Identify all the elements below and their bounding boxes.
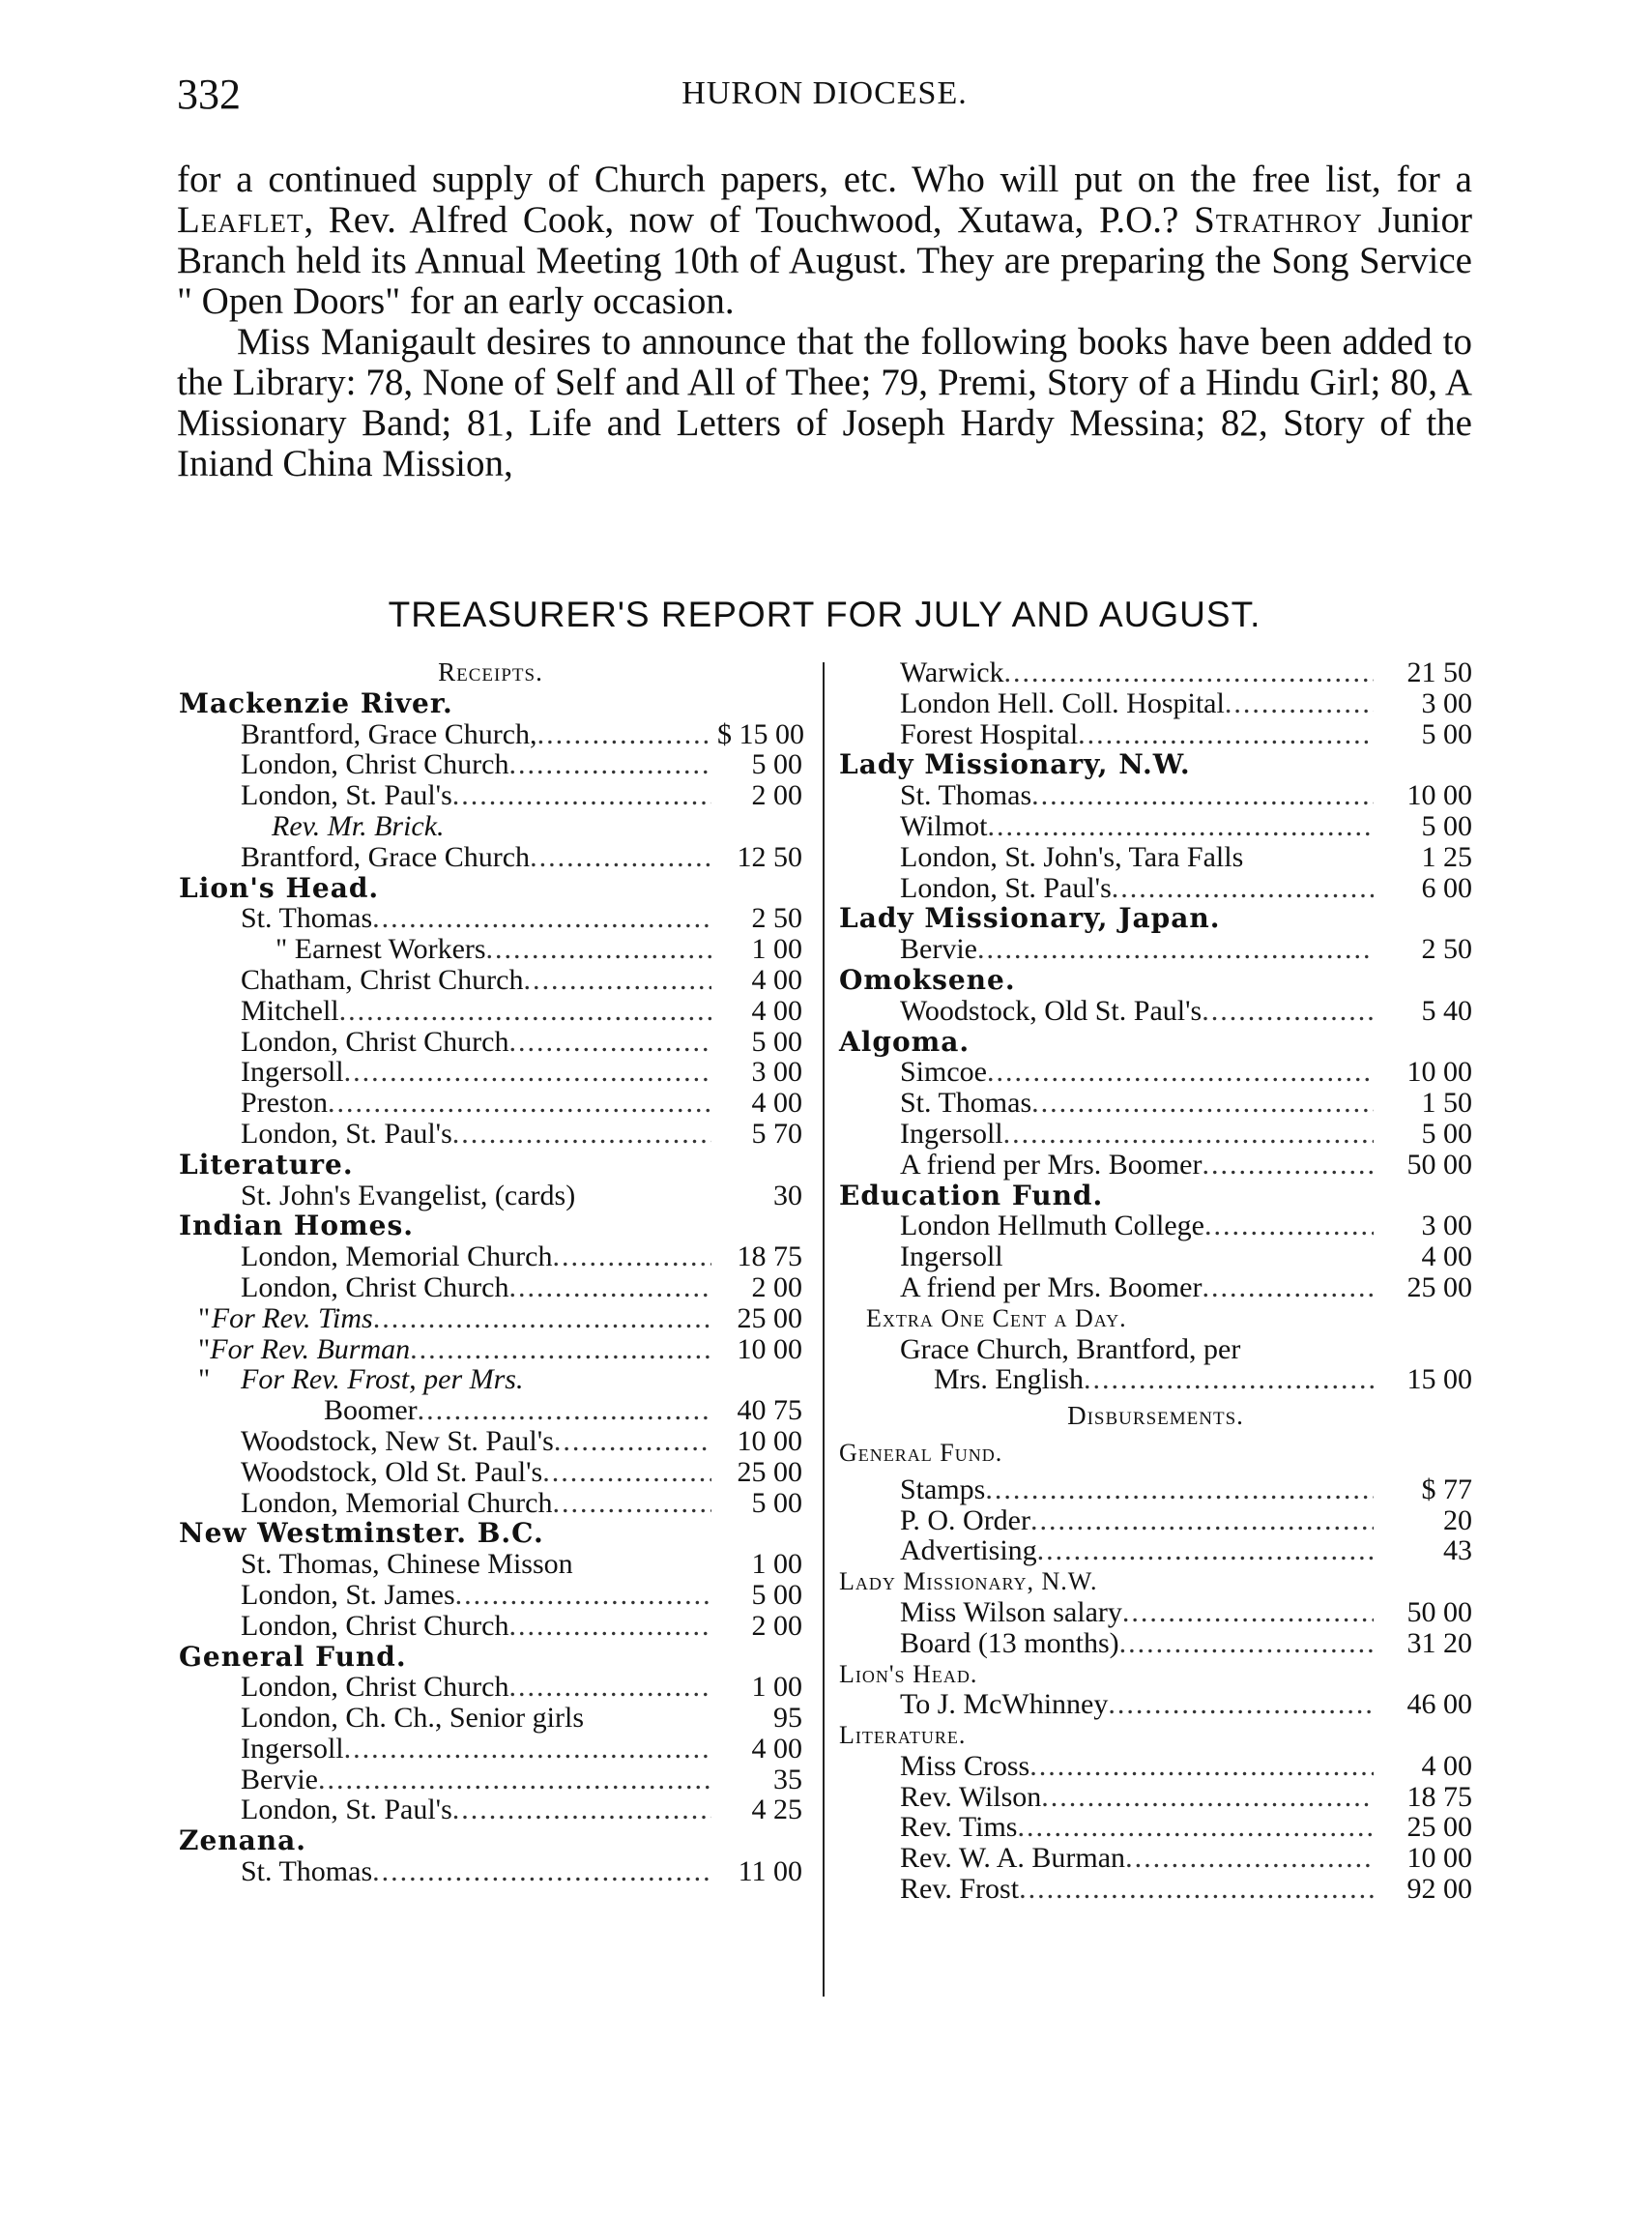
row-name: St. Thomas, Chinese Misson — [241, 1548, 573, 1581]
ledger-row — [839, 1211, 1472, 1241]
row-name: Board (13 months) — [900, 1626, 1119, 1659]
row-name: For Rev. Burman — [210, 1332, 411, 1365]
row-amount: 5 00 — [1421, 717, 1472, 750]
ledger-row — [839, 1057, 1472, 1088]
row-amount: 4 00 — [751, 1087, 802, 1120]
row-name: London, St. Paul's — [900, 871, 1112, 904]
row-amount: 50 00 — [1406, 1595, 1472, 1628]
row-amount: 4 00 — [751, 963, 802, 996]
row-name: London Hell. Coll. Hospital — [900, 686, 1225, 719]
ledger-row — [839, 1535, 1472, 1566]
ledger-row — [839, 1088, 1472, 1119]
leader-dots — [1041, 1782, 1374, 1813]
leader-dots — [418, 1395, 711, 1426]
section-heading: Lady Missionary, N.W. — [839, 748, 1191, 781]
ledger-row — [179, 1334, 802, 1365]
ledger-row — [179, 1241, 802, 1272]
row-name: London, Christ Church — [241, 748, 509, 781]
row-amount: 5 00 — [1421, 1117, 1472, 1150]
row-amount: 46 00 — [1406, 1688, 1472, 1721]
ledger-row — [839, 688, 1472, 719]
ledger-row — [179, 1580, 802, 1611]
row-name: To J. McWhinney — [900, 1688, 1109, 1721]
row-amount: 30 — [773, 1179, 802, 1211]
row-name: A friend per Mrs. Boomer — [900, 1270, 1203, 1303]
leader-dots — [537, 719, 711, 750]
leader-dots — [318, 1765, 711, 1795]
leader-dots — [509, 1611, 712, 1642]
body-text — [177, 160, 1472, 484]
row-name: Woodstock, Old St. Paul's — [900, 994, 1203, 1027]
row-name: For Rev. Tims — [211, 1301, 373, 1334]
leader-dots — [410, 1334, 711, 1365]
ledger-row — [179, 1672, 802, 1703]
leader-dots — [1004, 657, 1374, 688]
row-amount: 2 00 — [751, 779, 802, 812]
row-amount: 1 00 — [751, 1671, 802, 1704]
section-heading: Lion's Head. — [839, 1659, 978, 1688]
ledger-row — [179, 1303, 802, 1334]
leader-dots — [1030, 1505, 1374, 1536]
row-amount: 25 00 — [1406, 1811, 1472, 1844]
leader-dots — [554, 1426, 711, 1457]
row-amount: 12 50 — [737, 840, 802, 873]
leader-dots — [530, 842, 711, 873]
row-name: Boomer — [324, 1394, 418, 1427]
row-amount: 3 00 — [1421, 686, 1472, 719]
ditto-mark: " — [198, 1301, 211, 1334]
ledger-row — [839, 1689, 1472, 1720]
leader-dots — [523, 965, 711, 996]
row-name: Wilmot — [900, 809, 988, 842]
ledger-row — [839, 996, 1472, 1027]
section-heading: Zenana. — [179, 1824, 307, 1857]
row-amount: 21 50 — [1406, 656, 1472, 688]
row-name: Woodstock, New St. Paul's — [241, 1424, 554, 1457]
row-name: Bervie — [241, 1763, 318, 1795]
row-name: London, Memorial Church — [241, 1486, 553, 1519]
ledger-row — [839, 1597, 1472, 1628]
row-amount: 10 00 — [1406, 779, 1472, 812]
leader-dots — [1204, 1211, 1374, 1241]
row-amount: 5 40 — [1421, 994, 1472, 1027]
ledger-row — [839, 934, 1472, 965]
row-amount: 15 00 — [1406, 1363, 1472, 1396]
row-name: St. Thomas — [241, 1855, 373, 1888]
ledger-row — [179, 842, 802, 873]
report-title: TREASURER'S REPORT FOR JULY AND AUGUST. — [388, 595, 1261, 634]
leader-dots — [486, 934, 711, 965]
row-amount: 3 00 — [751, 1056, 802, 1089]
row-name: London, Ch. Ch., Senior girls — [241, 1702, 585, 1735]
ledger-row — [839, 657, 1472, 688]
ledger-row — [839, 811, 1472, 842]
row-name: London, Christ Church — [241, 1025, 509, 1058]
ledger-row — [179, 1734, 802, 1765]
leader-dots — [1122, 1597, 1374, 1628]
leader-dots — [509, 749, 712, 780]
ledger-row — [839, 1150, 1472, 1181]
row-amount: 2 00 — [751, 1609, 802, 1642]
row-name: Simcoe — [900, 1056, 987, 1089]
row-name: Rev. Tims — [900, 1811, 1018, 1844]
ledger-row — [839, 1843, 1472, 1874]
row-name: London Hellmuth College — [900, 1210, 1204, 1242]
row-amount: 20 — [1443, 1503, 1472, 1536]
leader-dots — [1031, 1088, 1374, 1119]
row-name: Grace Church, Brantford, per — [900, 1332, 1241, 1365]
strathroy-word: Strathroy — [1194, 199, 1363, 241]
row-amount: 4 25 — [751, 1794, 802, 1826]
row-amount: 25 00 — [737, 1301, 802, 1334]
row-name: Mrs. English — [934, 1363, 1085, 1396]
row-amount: 3 00 — [1421, 1210, 1472, 1242]
section-heading: Lady Missionary, Japan. — [839, 902, 1221, 935]
leader-dots — [1202, 1150, 1374, 1181]
row-amount: 1 00 — [751, 1548, 802, 1581]
ledger-row — [839, 1334, 1472, 1365]
ledger-row — [839, 719, 1472, 750]
section-heading: Literature. — [179, 1148, 354, 1181]
ledger-row — [179, 1794, 802, 1825]
ledger-row — [179, 1549, 802, 1580]
section-heading: Indian Homes. — [179, 1210, 415, 1242]
row-amount: 4 00 — [1421, 1240, 1472, 1273]
row-name: Chatham, Christ Church — [241, 963, 524, 996]
row-name: Ingersoll — [900, 1117, 1003, 1150]
leader-dots — [1003, 1119, 1374, 1150]
row-name: Ingersoll — [900, 1240, 1003, 1273]
ledger-row — [179, 996, 802, 1027]
ledger-row — [179, 965, 802, 996]
ledger-row — [179, 780, 802, 811]
row-amount: 10 00 — [1406, 1056, 1472, 1089]
leader-dots — [509, 1027, 712, 1058]
section-heading: Literature. — [839, 1721, 967, 1750]
row-amount: $ 77 — [1421, 1473, 1472, 1505]
row-amount: 25 00 — [1406, 1270, 1472, 1303]
leader-dots — [977, 934, 1374, 965]
leader-dots — [328, 1088, 711, 1119]
ledger-row — [839, 1505, 1472, 1536]
paragraph-1-part-2: , Rev. Alfred Cook, now of Touchwood, Xutawa, P.O.? — [304, 199, 1195, 241]
row-amount: 18 75 — [1406, 1780, 1472, 1813]
ledger-row — [179, 1088, 802, 1119]
row-amount: 2 50 — [1421, 933, 1472, 966]
leader-dots — [552, 1488, 711, 1519]
leader-dots — [542, 1457, 711, 1488]
row-amount: 43 — [1443, 1534, 1472, 1567]
leader-dots — [985, 1474, 1374, 1505]
row-amount: 1 50 — [1421, 1087, 1472, 1120]
row-name: Ingersoll — [241, 1056, 344, 1089]
row-name: P. O. Order — [900, 1503, 1030, 1536]
row-amount: 35 — [773, 1763, 802, 1795]
section-heading: Lady Missionary, N.W. — [839, 1567, 1098, 1596]
row-name: London, Memorial Church — [241, 1240, 553, 1273]
leader-dots — [1031, 780, 1374, 811]
row-amount: 4 00 — [1421, 1749, 1472, 1782]
row-name: St. Thomas — [241, 902, 373, 935]
row-name: " Earnest Workers — [275, 933, 486, 966]
leader-dots — [1029, 1751, 1374, 1782]
ledger-row — [179, 1395, 802, 1426]
ledger-row — [179, 1057, 802, 1088]
leader-dots — [987, 1057, 1374, 1088]
row-amount: 31 20 — [1406, 1626, 1472, 1659]
ledger-row — [179, 1856, 802, 1887]
row-name: Miss Wilson salary — [900, 1595, 1122, 1628]
row-amount: 5 00 — [751, 748, 802, 781]
ledger-row — [839, 1628, 1472, 1659]
row-name: Bervie — [900, 933, 977, 966]
row-name: Warwick — [900, 656, 1004, 688]
row-amount: 18 75 — [737, 1240, 802, 1273]
ledger-row — [179, 934, 802, 965]
row-name: A friend per Mrs. Boomer — [900, 1148, 1203, 1181]
leader-dots — [1108, 1689, 1374, 1720]
ledger-row — [179, 1181, 802, 1211]
ledger-row — [839, 1874, 1472, 1905]
running-head — [177, 70, 1472, 128]
ledger-row — [839, 842, 1472, 873]
row-name: London, St. James — [241, 1578, 455, 1611]
ledger-row — [839, 1241, 1472, 1272]
row-name: St. Thomas — [900, 1087, 1032, 1120]
leader-dots — [1112, 873, 1374, 904]
row-amount: 50 00 — [1406, 1148, 1472, 1181]
row-name: London, St. John's, Tara Falls — [900, 840, 1244, 873]
row-amount: 5 00 — [1421, 809, 1472, 842]
section-heading: Algoma. — [839, 1025, 971, 1058]
leader-dots — [987, 811, 1374, 842]
leader-dots — [344, 1734, 711, 1765]
ditto-mark: " — [198, 1363, 211, 1396]
leader-dots — [1019, 1874, 1374, 1905]
row-name: Rev. Wilson — [900, 1780, 1042, 1813]
ledger-row — [179, 1272, 802, 1303]
leader-dots — [552, 1241, 711, 1272]
disbursements-heading: Disbursements. — [1067, 1401, 1244, 1431]
row-name: Mitchell — [241, 994, 339, 1027]
leader-dots — [1078, 719, 1374, 750]
row-amount: 10 00 — [737, 1424, 802, 1457]
row-name: St. Thomas — [900, 779, 1032, 812]
leader-dots — [1202, 996, 1374, 1027]
section-heading: Extra One Cent a Day. — [866, 1303, 1127, 1332]
paragraph-1 — [177, 160, 1472, 322]
section-heading: Mackenzie River. — [179, 686, 453, 719]
row-amount: $ 15 00 — [717, 717, 804, 750]
running-title: HURON DIOCESE. — [681, 75, 968, 111]
row-name: Rev. W. A. Burman — [900, 1842, 1126, 1875]
leaflet-word: Leaflet — [177, 199, 304, 241]
ledger-row — [839, 1364, 1472, 1395]
row-amount: 11 00 — [738, 1855, 802, 1888]
row-name: London, Christ Church — [241, 1671, 509, 1704]
ledger-row — [839, 1272, 1472, 1303]
row-name: Brantford, Grace Church — [241, 840, 531, 873]
receipts-column — [179, 657, 802, 1887]
leader-dots — [1202, 1272, 1374, 1303]
ledger-row — [179, 719, 802, 750]
row-amount: 6 00 — [1421, 871, 1472, 904]
ledger-row — [179, 1457, 802, 1488]
leader-dots — [452, 780, 711, 811]
row-name: St. John's Evangelist, (cards) — [241, 1179, 576, 1211]
row-amount: 10 00 — [737, 1332, 802, 1365]
row-name: London, Christ Church — [241, 1609, 509, 1642]
ledger-row — [179, 1611, 802, 1642]
row-name: Ingersoll — [241, 1732, 344, 1765]
section-heading: Omoksene. — [839, 963, 1016, 996]
section-heading: Lion's Head. — [179, 871, 380, 904]
leader-dots — [1017, 1812, 1374, 1843]
row-amount: 2 50 — [751, 902, 802, 935]
section-heading: New Westminster. B.C. — [179, 1517, 544, 1550]
ledger-row — [839, 1474, 1472, 1505]
ledger-row — [839, 1782, 1472, 1813]
paragraph-2: Miss Manigault desires to announce that the following books have been added to the Library: 78, None of Self and All of Thee; 79, Premi, Story of a Hindu Girl; 80, A Missionary Band; 81, Life and Letters of Joseph Hardy Messina; 82, Story of the Iniand China Mission, — [177, 321, 1472, 484]
paragraph-1-part-3: Junior Branch held its Annual Meeting 10th of August. They are preparing the Song Service " Open Doors" for an early occasion. — [177, 199, 1472, 322]
section-heading: General Fund. — [839, 1438, 1003, 1467]
row-name: London, St. Paul's — [241, 1117, 452, 1150]
row-name: Advertising — [900, 1534, 1037, 1567]
row-name: London, St. Paul's — [241, 1794, 452, 1826]
leader-dots — [372, 903, 711, 934]
leader-dots — [372, 1856, 711, 1887]
leader-dots — [455, 1580, 711, 1611]
disbursements-column — [839, 657, 1472, 1905]
row-amount: 5 00 — [751, 1025, 802, 1058]
ledger-row — [179, 903, 802, 934]
ledger-row — [179, 1027, 802, 1058]
row-amount: 5 00 — [751, 1578, 802, 1611]
row-amount: 5 70 — [751, 1117, 802, 1150]
row-name: Stamps — [900, 1473, 986, 1505]
ledger-row — [839, 1812, 1472, 1843]
row-name: Miss Cross — [900, 1749, 1030, 1782]
leader-dots — [1225, 688, 1374, 719]
ditto-mark: " — [198, 1332, 211, 1365]
ledger-row — [839, 1751, 1472, 1782]
row-amount: 10 00 — [1406, 1842, 1472, 1875]
row-amount: 2 00 — [751, 1270, 802, 1303]
ledger-row — [839, 873, 1472, 904]
ledger-row — [179, 1488, 802, 1519]
leader-dots — [509, 1672, 712, 1703]
row-amount: 4 00 — [751, 994, 802, 1027]
row-amount: 40 75 — [737, 1394, 802, 1427]
row-name: Woodstock, Old St. Paul's — [241, 1455, 543, 1488]
leader-dots — [1119, 1628, 1374, 1659]
row-amount: 1 25 — [1421, 840, 1472, 873]
row-name: Preston — [241, 1087, 328, 1120]
row-name: Forest Hospital — [900, 717, 1079, 750]
row-amount: 25 00 — [737, 1455, 802, 1488]
section-heading: General Fund. — [179, 1640, 407, 1673]
row-name: London, St. Paul's — [241, 779, 452, 812]
leader-dots — [1084, 1364, 1374, 1395]
ledger-row — [839, 780, 1472, 811]
sub-heading: Rev. Mr. Brick. — [272, 809, 445, 842]
row-name: For Rev. Frost, per Mrs. — [241, 1363, 524, 1396]
ledger-row — [179, 1119, 802, 1150]
column-divider — [823, 662, 825, 1997]
ledger-row — [839, 1119, 1472, 1150]
leader-dots — [1037, 1535, 1374, 1566]
leader-dots — [344, 1057, 711, 1088]
leader-dots — [452, 1794, 711, 1825]
row-name: Brantford, Grace Church, — [241, 717, 537, 750]
row-name: Rev. Frost — [900, 1873, 1020, 1906]
leader-dots — [339, 996, 711, 1027]
leader-dots — [509, 1272, 712, 1303]
ledger-row — [179, 1765, 802, 1795]
paragraph-1-part-1: for a continued supply of Church papers, etc. Who will put on the free list, for a — [177, 159, 1472, 200]
row-amount: 5 00 — [751, 1486, 802, 1519]
receipts-heading: Receipts. — [438, 657, 543, 686]
page-number: 332 — [177, 71, 241, 118]
row-amount: 1 00 — [751, 933, 802, 966]
ledger-row — [179, 1703, 802, 1734]
leader-dots — [452, 1119, 711, 1150]
leader-dots — [373, 1303, 711, 1334]
row-name: London, Christ Church — [241, 1270, 509, 1303]
ledger-row — [179, 749, 802, 780]
leader-dots — [1125, 1843, 1374, 1874]
ledger-row — [179, 1364, 802, 1395]
section-heading: Education Fund. — [839, 1179, 1104, 1211]
row-amount: 95 — [773, 1702, 802, 1735]
ledger-row — [179, 1426, 802, 1457]
row-amount: 4 00 — [751, 1732, 802, 1765]
row-amount: 92 00 — [1406, 1873, 1472, 1906]
